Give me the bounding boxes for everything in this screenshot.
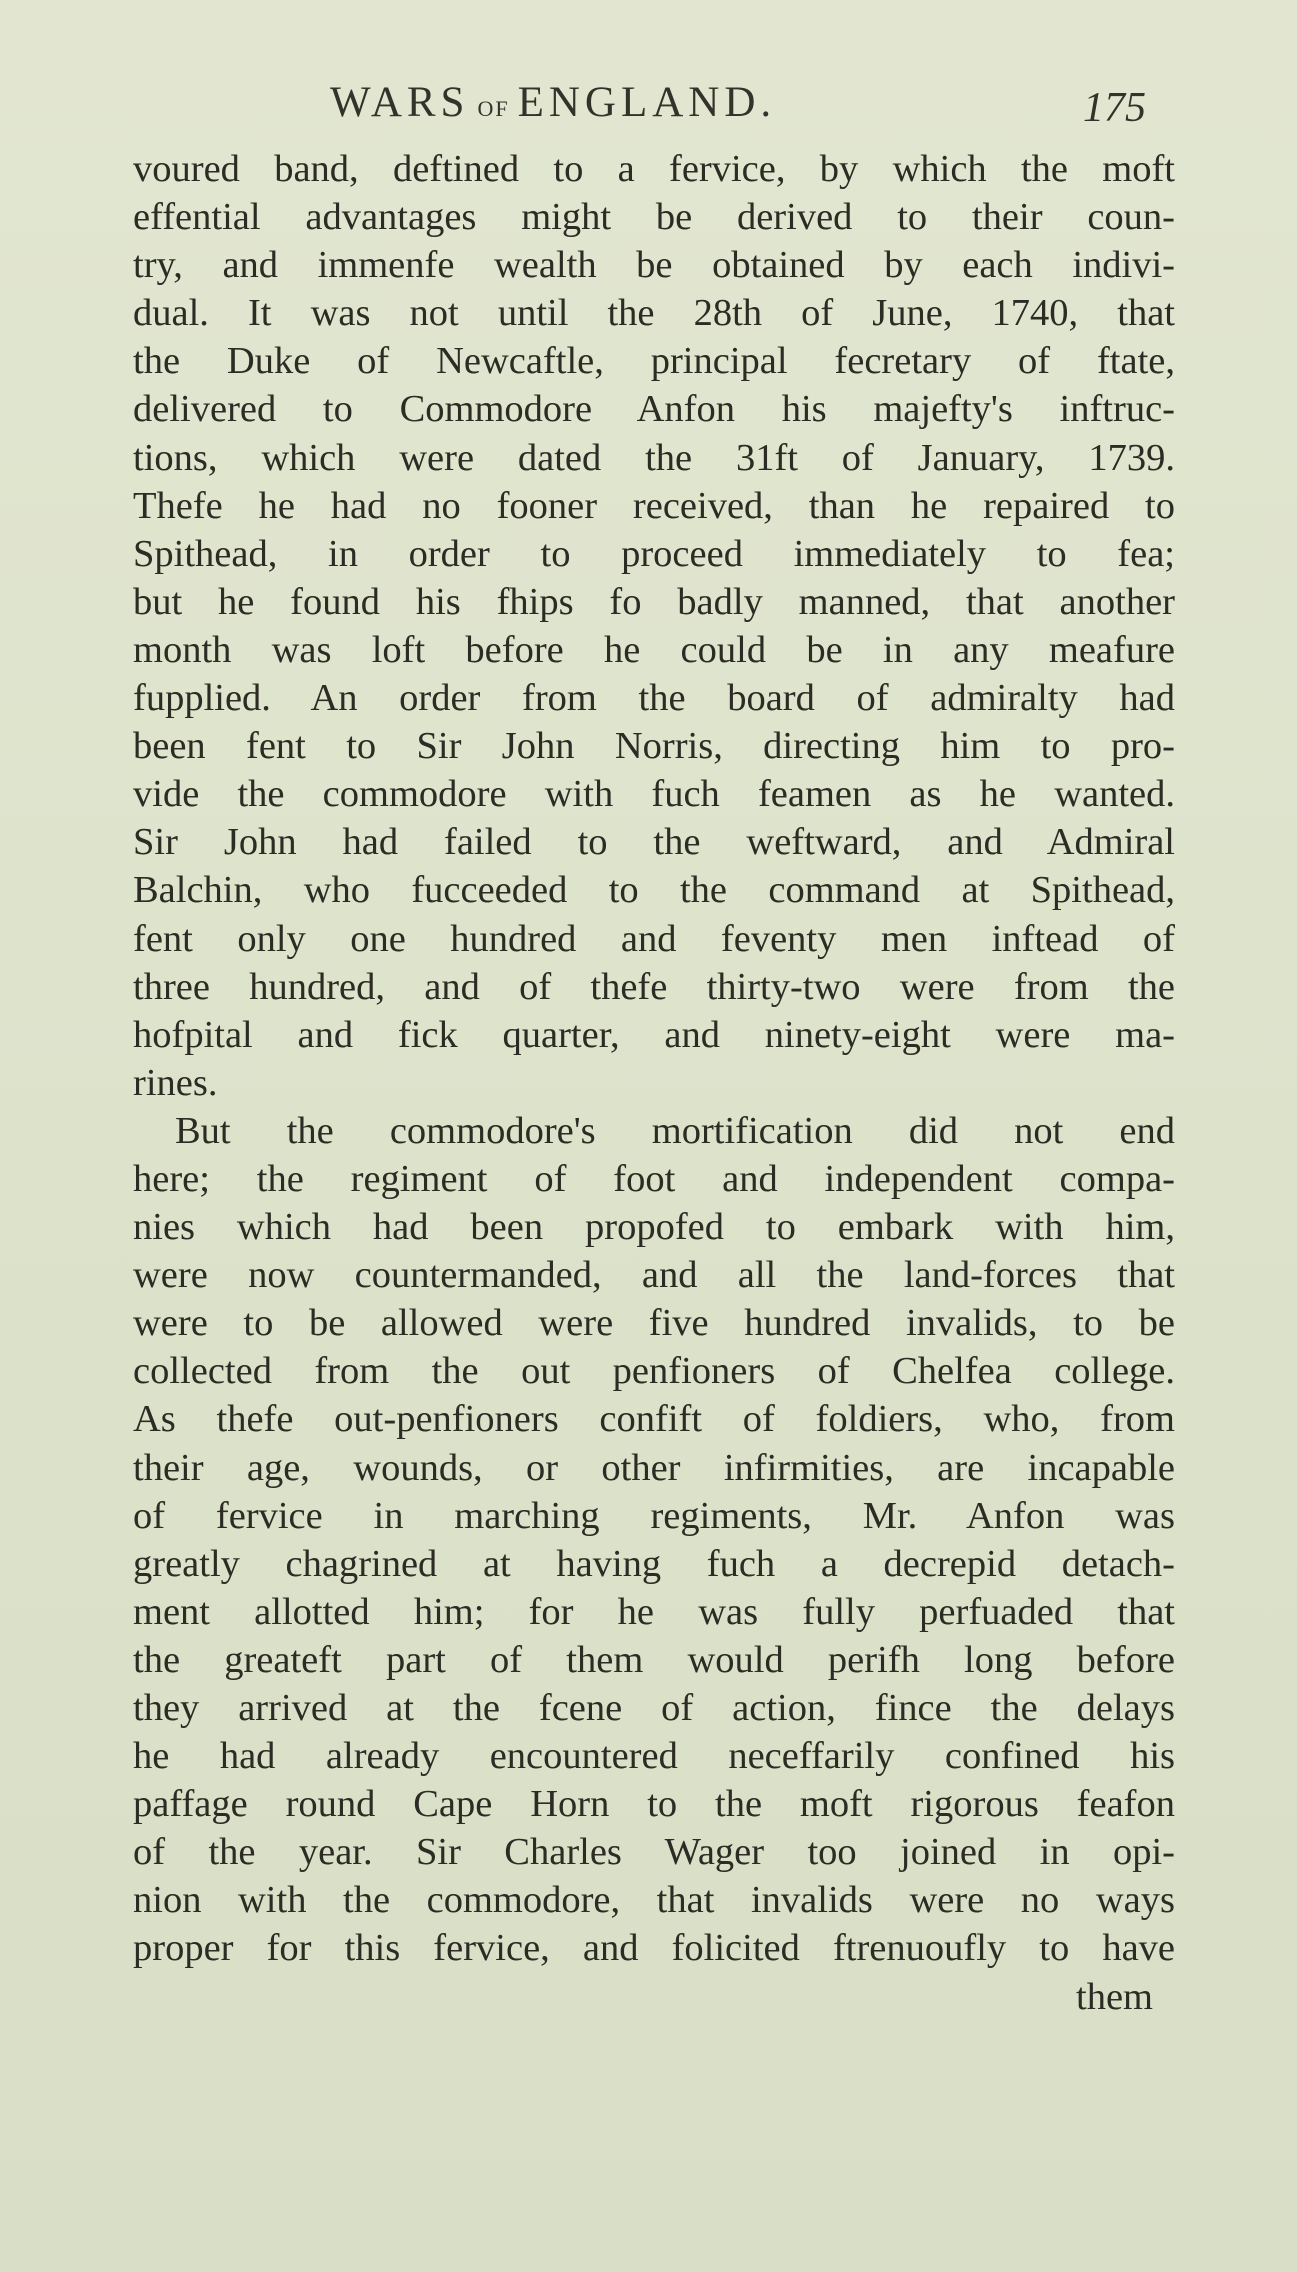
text-line: ment allotted him; for he was fully perfuaded that xyxy=(133,1590,1175,1633)
text-line: delivered to Commodore Anfon his majefty's inftruc- xyxy=(133,388,1175,431)
text-line: the Duke of Newcaftle, principal fecretary of ftate, xyxy=(133,340,1175,383)
text-line: three hundred, and of thefe thirty-two were from the xyxy=(133,965,1175,1008)
text-line: but he found his fhips fo badly manned, that another xyxy=(133,580,1175,623)
text-line: fent only one hundred and feventy men inftead of xyxy=(133,917,1175,960)
catchword: them xyxy=(1076,1975,1153,2018)
text-line: the greateft part of them would perifh long before xyxy=(133,1638,1175,1681)
page-number: 175 xyxy=(1083,85,1146,131)
text-line: hofpital and fick quarter, and ninety-eight were ma- xyxy=(133,1013,1175,1056)
text-line: paffage round Cape Horn to the moft rigorous feafon xyxy=(133,1783,1175,1826)
text-line: fupplied. An order from the board of admiralty had xyxy=(133,677,1175,720)
text-line: effential advantages might be derived to their coun- xyxy=(133,196,1175,239)
running-head-of: OF xyxy=(477,96,510,121)
text-line: they arrived at the fcene of action, fince the delays xyxy=(133,1687,1175,1729)
text-line: greatly chagrined at having fuch a decrepid detach- xyxy=(133,1542,1175,1585)
text-line: proper for this fervice, and folicited ftrenuoufly to have xyxy=(133,1927,1175,1970)
text-line: dual. It was not until the 28th of June, 1740, that xyxy=(133,292,1175,335)
text-line: of fervice in marching regiments, Mr. Anfon was xyxy=(133,1494,1175,1537)
body-text xyxy=(133,145,1175,2021)
text-line: tions, which were dated the 31ft of January, 1739. xyxy=(133,436,1175,479)
text-line: here; the regiment of foot and independent compa- xyxy=(133,1157,1175,1200)
text-line: Balchin, who fucceeded to the command at Spithead, xyxy=(133,869,1175,912)
running-head-england: ENGLAND. xyxy=(517,79,777,126)
text-line: their age, wounds, or other infirmities, are incapable xyxy=(133,1446,1175,1489)
text-line: As thefe out-penfioners confift of foldiers, who, from xyxy=(133,1398,1175,1441)
text-line: Sir John had failed to the weftward, and Admiral xyxy=(133,821,1175,864)
text-line: been fent to Sir John Norris, directing him to pro- xyxy=(133,725,1175,768)
text-line: he had already encountered neceffarily confined his xyxy=(133,1735,1175,1778)
text-line: nion with the commodore, that invalids were no ways xyxy=(133,1879,1175,1922)
running-head-wars: WARS xyxy=(330,79,470,126)
text-line: Spithead, in order to proceed immediately to fea; xyxy=(133,532,1175,575)
running-head xyxy=(330,78,776,127)
text-line: were to be allowed were five hundred invalids, to be xyxy=(133,1302,1175,1345)
text-line: rines. xyxy=(133,1061,218,1104)
text-line: were now countermanded, and all the land-forces that xyxy=(133,1254,1175,1297)
text-line: vide the commodore with fuch feamen as he wanted. xyxy=(133,773,1175,816)
paragraph-start-line: But the commodore's mortification did not end xyxy=(175,1109,1175,1152)
text-line: try, and immenfe wealth be obtained by each indivi- xyxy=(133,244,1175,287)
text-line: Thefe he had no fooner received, than he repaired to xyxy=(133,484,1175,527)
text-line: of the year. Sir Charles Wager too joined in opi- xyxy=(133,1831,1175,1874)
text-line: collected from the out penfioners of Chelfea college. xyxy=(133,1350,1175,1393)
text-line: nies which had been propofed to embark with him, xyxy=(133,1206,1175,1249)
text-line: voured band, deftined to a fervice, by which the moft xyxy=(133,148,1175,190)
text-line: month was loft before he could be in any meafure xyxy=(133,628,1175,671)
